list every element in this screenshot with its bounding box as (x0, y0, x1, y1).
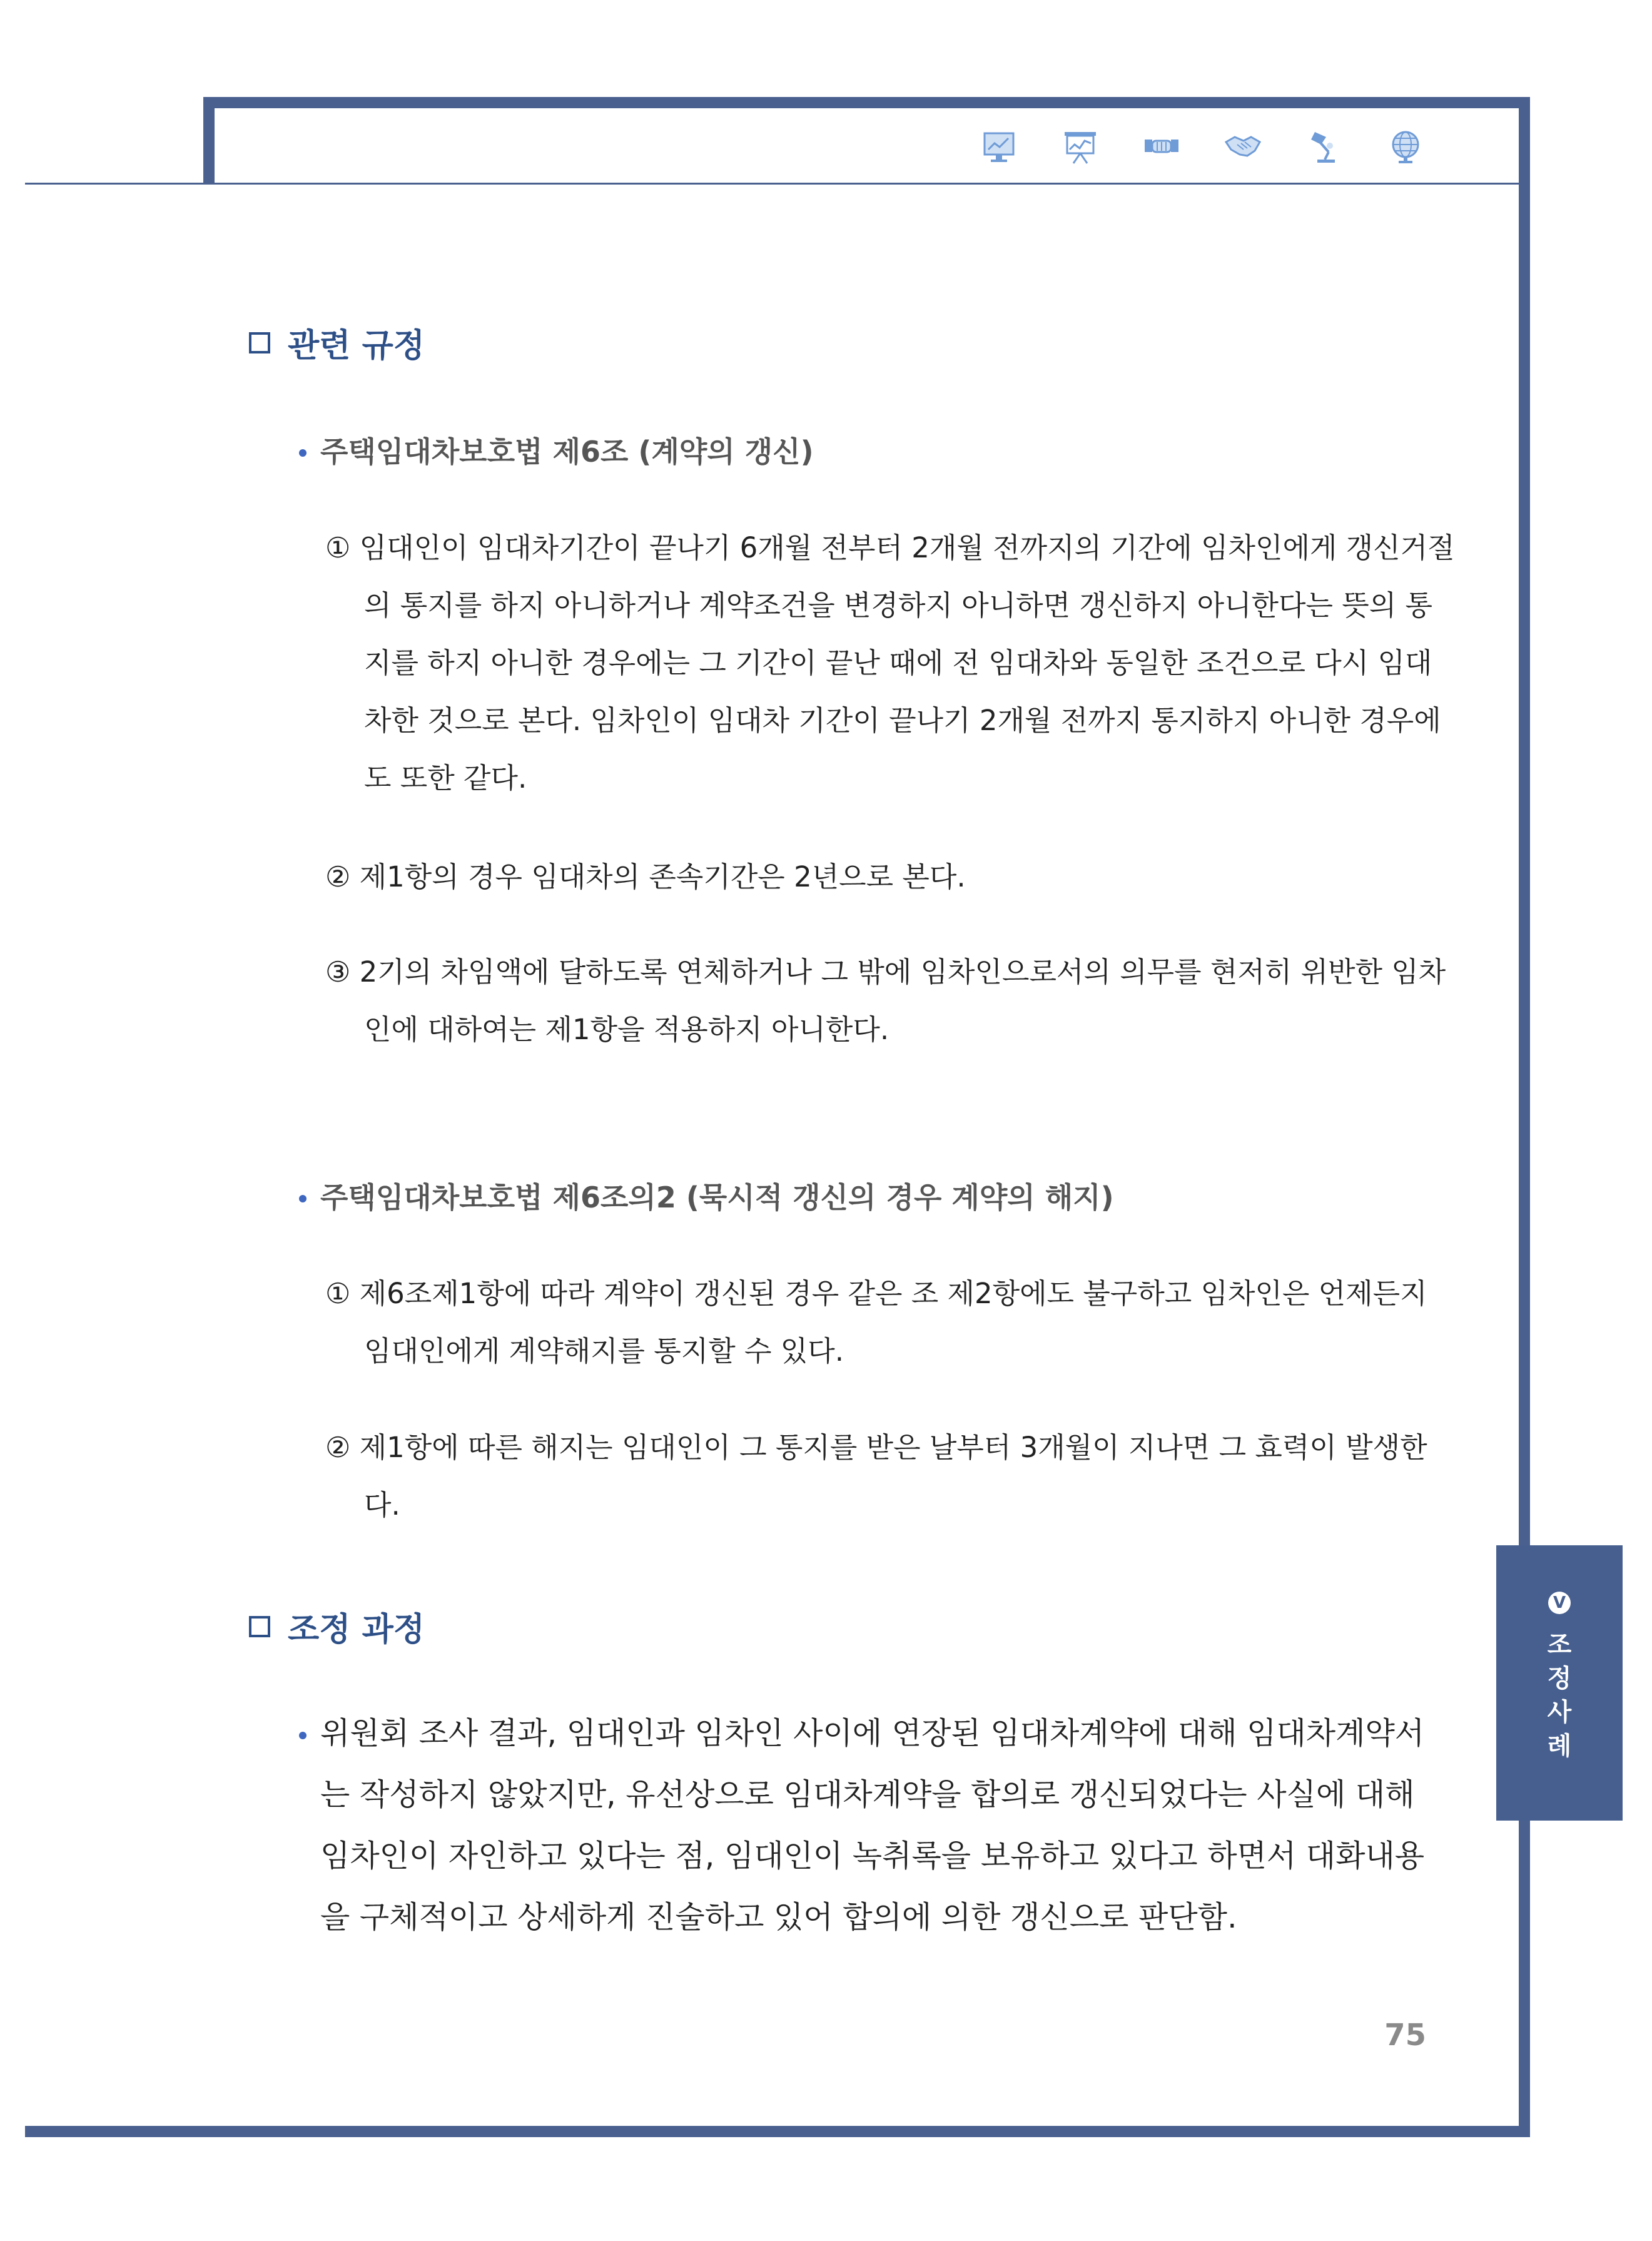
bullet-dot-icon (299, 1732, 307, 1739)
section-title-regulations (249, 319, 425, 366)
desk-lamp-icon (1306, 128, 1342, 165)
law2-clause-2: ② 제1항에 따른 해지는 임대인이 그 통지를 받은 날부터 3개월이 지나면 그 효력이 발생한다. (325, 1431, 1427, 1522)
bullet-dot-icon (299, 1195, 307, 1202)
law1-heading-text: 주택임대차보호법 제6조 (계약의 갱신) (320, 435, 814, 469)
frame-bottom-border (25, 2126, 1530, 2137)
frame-top-border (203, 97, 1529, 108)
law2-heading (299, 1175, 1114, 1216)
bullet-dot-icon (299, 449, 307, 457)
handshake-icon (1225, 128, 1261, 165)
process-paragraph (299, 1703, 1440, 1948)
frame-right-border (1519, 97, 1530, 2137)
law1-clause-2: ② 제1항의 경우 임대차의 존속기간은 2년으로 본다. (325, 860, 966, 893)
chapter-side-tab[interactable] (1496, 1545, 1623, 1821)
section-title-process-text: 조정 과정 (288, 1611, 425, 1649)
frame-left-border (203, 97, 215, 185)
page-number: 75 (1384, 2018, 1426, 2053)
section-title-regulations-text: 관련 규정 (288, 327, 425, 365)
section-title-process (249, 1603, 425, 1650)
checkbox-square-icon (249, 1616, 270, 1637)
chart-monitor-icon (981, 128, 1017, 165)
law1-heading (299, 429, 814, 470)
chapter-number-badge: V (1548, 1592, 1571, 1614)
presentation-board-icon (1062, 128, 1098, 165)
law1-clause-1: ① 임대인이 임대차기간이 끝나기 6개월 전부터 2개월 전까지의 기간에 임차인에게 갱신거절의 통지를 하지 아니하거나 계약조건을 변경하지 아니하면 갱신하지 아니한다는 뜻의 통지를 하지 아니한 경우에는 그 기간이 끝난 때에 전 임대차와 동일한 조건으로 다시 임대차한 것으로 본다. 임차인이 임대차 기간이 끝나기 2개월 전까지 통지하지 아니한 경우에도 또한 같다. (325, 531, 1455, 795)
law2-heading-text: 주택임대차보호법 제6조의2 (묵시적 갱신의 경우 계약의 해지) (320, 1181, 1114, 1214)
law1-clause-3: ③ 2기의 차임액에 달하도록 연체하거나 그 밖에 임차인으로서의 의무를 현저히 위반한 임차인에 대하여는 제1항을 적용하지 아니한다. (325, 955, 1446, 1046)
checkbox-square-icon (249, 332, 270, 353)
header-icon-row (981, 128, 1424, 165)
handshake-hands-icon (1143, 128, 1180, 165)
chapter-label: 조정사례 (1547, 1630, 1572, 1761)
header-rule (25, 183, 1520, 185)
process-paragraph-text: 위원회 조사 결과, 임대인과 임차인 사이에 연장된 임대차계약에 대해 임대차계약서는 작성하지 않았지만, 유선상으로 임대차계약을 합의로 갱신되었다는 사실에 대해 임차인이 자인하고 있다는 점, 임대인이 녹취록을 보유하고 있다고 하면서 대화내용을 구체적이고 상세하게 진술하고 있어 합의에 의한 갱신으로 판단함. (320, 1715, 1425, 1935)
law2-clause-1: ① 제6조제1항에 따라 계약이 갱신된 경우 같은 조 제2항에도 불구하고 임차인은 언제든지 임대인에게 계약해지를 통지할 수 있다. (325, 1277, 1427, 1368)
globe-icon (1387, 128, 1424, 165)
